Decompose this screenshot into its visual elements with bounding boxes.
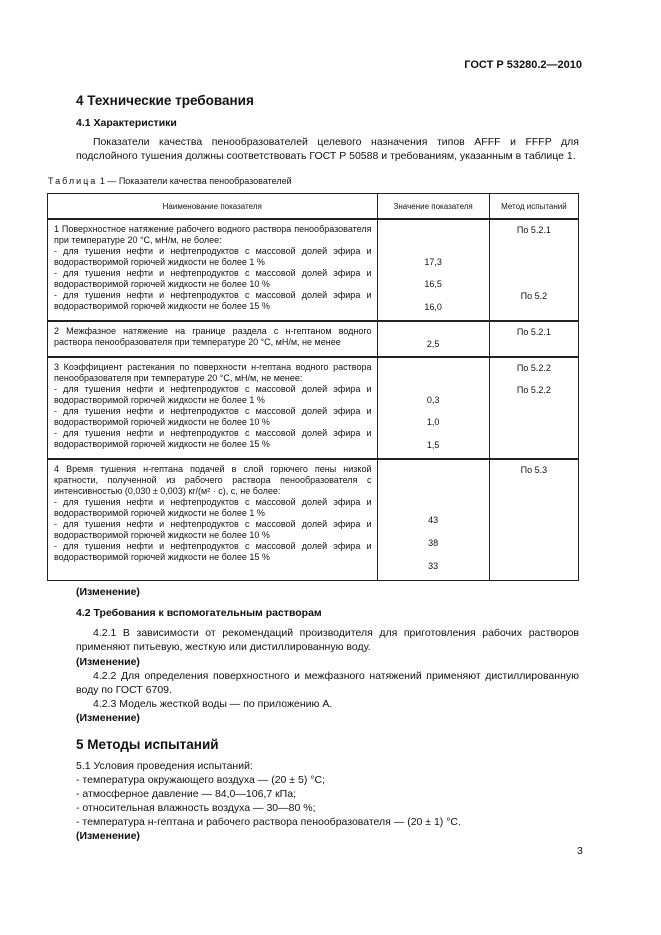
cell-method — [489, 357, 578, 459]
condition-item-3: - относительная влажность воздуха — 30—80 %; — [76, 802, 316, 814]
paragraph-4-2-2: 4.2.2 Для определения поверхностного и межфазного натяжений применяют дистиллированную воду по ГОСТ 6709. — [76, 670, 579, 696]
cell-line: 1 Поверхностное натяжение рабочего водного раствора пенообразователя при температуре 20 °С, мН/м, не более: — [54, 224, 372, 245]
condition-item-1: - температура окружающего воздуха — (20 ± 5) °С; — [76, 774, 325, 786]
subsection-4-1-title: 4.1 Характеристики — [76, 117, 177, 129]
cell-line: 3 Коэффициент растекания по поверхности н-гептана водного раствора пенообразователя при температуре 20 °С, мН/м, не менее: — [54, 362, 372, 383]
cell-value — [377, 357, 489, 459]
page-number: 3 — [577, 845, 583, 857]
row-3-name — [54, 362, 372, 450]
row-4-value-2: 38 — [428, 538, 439, 548]
row-1-name — [54, 224, 372, 312]
cell-name — [48, 357, 378, 459]
cell-line: - для тушения нефти и нефтепродуктов с массовой долей эфира и водорастворимой горючей жидкости не более 15 % — [54, 541, 372, 562]
cell-name — [48, 459, 378, 581]
section-4-title: 4 Технические требования — [76, 93, 254, 108]
change-note: (Изменение) — [76, 586, 140, 598]
change-note: (Изменение) — [76, 656, 140, 668]
cell-line: - для тушения нефти и нефтепродуктов с массовой долей эфира и водорастворимой горючей жидкости не более 10 % — [54, 519, 372, 540]
quality-table — [47, 193, 579, 581]
row-3-method-2: По 5.2.2 — [516, 385, 551, 395]
column-header-value: Значение показателя — [377, 194, 489, 220]
table-row — [48, 219, 579, 321]
paragraph-4-1: Показатели качества пенообразователей целевого назначения типов AFFF и FFFP для подслойного тушения должны соответствовать ГОСТ Р 50588 и требованиям, указанным в таблице 1. — [76, 136, 579, 162]
cell-method — [489, 321, 578, 357]
cell-line: 2 Межфазное натяжение на границе раздела с н-гептаном водного раствора пенообразователя при температуре 20 °С, мН/м, не менее — [54, 326, 372, 347]
row-4-name — [54, 464, 372, 563]
cell-value — [377, 459, 489, 581]
condition-item-2: - атмосферное давление — 84,0—106,7 кПа; — [76, 788, 296, 800]
cell-value — [377, 321, 489, 357]
table-row — [48, 459, 579, 581]
column-header-method: Метод испытаний — [489, 194, 578, 220]
cell-line: - для тушения нефти и нефтепродуктов с массовой долей эфира и водорастворимой горючей жидкости не более 1 % — [54, 246, 372, 267]
document-code: ГОСТ Р 53280.2—2010 — [464, 59, 582, 71]
paragraph-4-2-3: 4.2.3 Модель жесткой воды — по приложению А. — [93, 698, 333, 710]
cell-line: - для тушения нефти и нефтепродуктов с массовой долей эфира и водорастворимой горючей жидкости не более 15 % — [54, 290, 372, 311]
table-caption — [48, 176, 292, 186]
cell-line: - для тушения нефти и нефтепродуктов с массовой долей эфира и водорастворимой горючей жидкости не более 1 % — [54, 384, 372, 405]
row-1-value-3: 16,0 — [424, 302, 442, 312]
cell-line: 4 Время тушения н-гептана подачей в слой горючего пены низкой кратности, полученной из рабочего раствора пенообразователя с интенсивностью (0,030 ± 0,003) кг/(м² · с), с, не более: — [54, 464, 372, 496]
table-caption-text: 1 — Показатели качества пенообразователей — [99, 176, 292, 186]
row-3-method-1: По 5.2.2 — [516, 363, 551, 373]
row-1-value-1: 17,3 — [424, 257, 442, 267]
cell-name — [48, 219, 378, 321]
change-note: (Изменение) — [76, 712, 140, 724]
table-row — [48, 357, 579, 459]
row-4-value-1: 43 — [428, 515, 439, 525]
row-1-method-1: По 5.2.1 — [516, 225, 551, 235]
row-1-value-2: 16,5 — [424, 279, 442, 289]
cell-line: - для тушения нефти и нефтепродуктов с массовой долей эфира и водорастворимой горючей жидкости не более 10 % — [54, 268, 372, 289]
cell-method — [489, 219, 578, 321]
cell-name — [48, 321, 378, 357]
row-3-value-2: 1,0 — [426, 417, 440, 427]
table-caption-label: Таблица — [48, 176, 98, 186]
cell-method — [489, 459, 578, 581]
cell-line: - для тушения нефти и нефтепродуктов с массовой долей эфира и водорастворимой горючей жидкости не более 1 % — [54, 497, 372, 518]
cell-line: - для тушения нефти и нефтепродуктов с массовой долей эфира и водорастворимой горючей жидкости не более 15 % — [54, 428, 372, 449]
row-2-value-1: 2,5 — [426, 339, 440, 349]
paragraph-4-2-1: 4.2.1 В зависимости от рекомендаций производителя для приготовления рабочих растворов применяют питьевую, жесткую или дистиллированную воду. — [76, 627, 579, 653]
row-4-value-3: 33 — [428, 561, 439, 571]
row-3-value-1: 0,3 — [426, 395, 440, 405]
table-row — [48, 321, 579, 357]
change-note: (Изменение) — [76, 830, 140, 842]
section-5-title: 5 Методы испытаний — [76, 737, 219, 752]
row-1-method-2: По 5.2 — [520, 291, 548, 301]
row-2-method-1: По 5.2.1 — [516, 327, 551, 337]
condition-item-4: - температура н-гептана и рабочего раствора пенообразователя — (20 ± 1) °С. — [76, 816, 461, 828]
row-4-method-1: По 5.3 — [520, 465, 548, 475]
paragraph-5-1: 5.1 Условия проведения испытаний: — [76, 760, 253, 772]
row-3-value-3: 1,5 — [426, 440, 440, 450]
cell-line: - для тушения нефти и нефтепродуктов с массовой долей эфира и водорастворимой горючей жидкости не более 10 % — [54, 406, 372, 427]
row-2-name — [54, 326, 372, 348]
cell-value — [377, 219, 489, 321]
subsection-4-2-title: 4.2 Требования к вспомогательным растворам — [76, 607, 322, 619]
column-header-name: Наименование показателя — [48, 194, 378, 220]
